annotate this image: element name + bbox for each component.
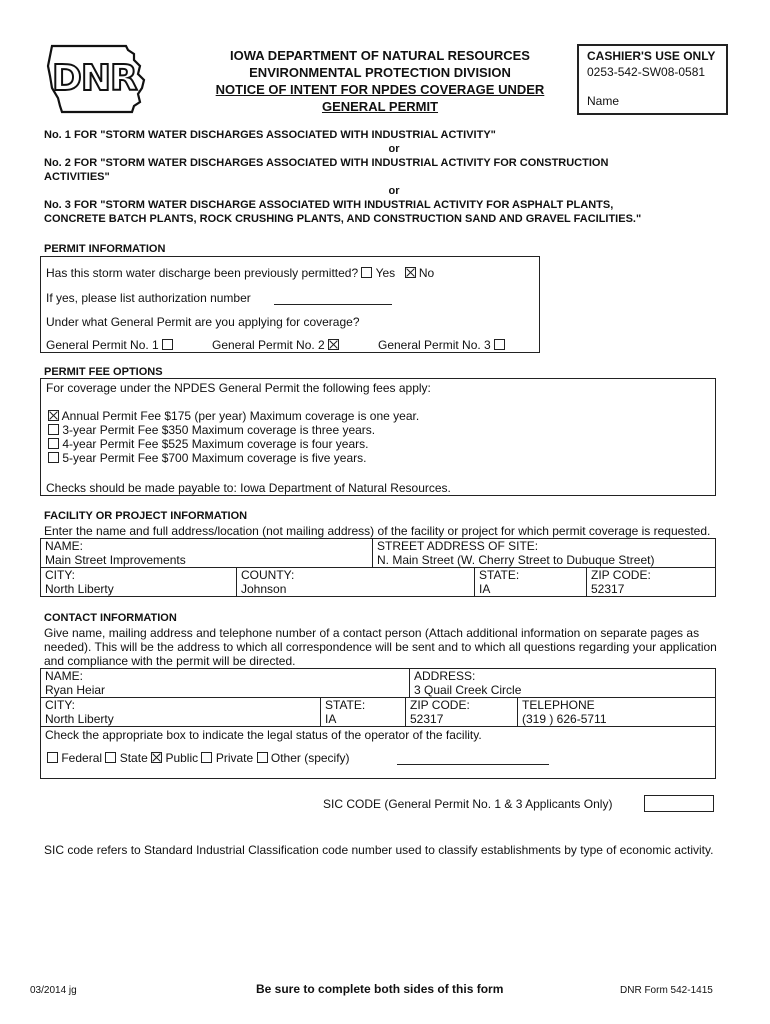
divider xyxy=(405,697,406,726)
dnr-logo xyxy=(42,40,154,118)
fee-options-list xyxy=(48,409,419,465)
fee-heading: PERMIT FEE OPTIONS xyxy=(44,366,163,378)
public-label: Public xyxy=(165,751,199,765)
divider xyxy=(474,567,475,597)
other-label: Other (specify) xyxy=(270,751,350,765)
cashier-box xyxy=(577,44,728,115)
sic-code-input[interactable] xyxy=(644,795,714,812)
facility-heading: FACILITY OR PROJECT INFORMATION xyxy=(44,510,248,522)
permit-type-2-line2: ACTIVITIES" xyxy=(44,171,110,183)
permit-type-2-line1: No. 2 FOR "STORM WATER DISCHARGES ASSOCIATED WITH INDUSTRIAL ACTIVITY FOR CONSTRUCTION xyxy=(44,157,609,169)
sic-code-note: SIC code refers to Standard Industrial Classification code number used to classify establishments by type of economic activity. xyxy=(44,843,714,857)
fee-option xyxy=(48,437,419,451)
fee-option xyxy=(48,409,419,423)
form-header xyxy=(160,47,600,115)
divider xyxy=(40,697,716,698)
form-title-line2: GENERAL PERMIT xyxy=(321,99,439,114)
or-separator: or xyxy=(388,143,400,155)
cashier-title: CASHIER'S USE ONLY xyxy=(587,49,716,63)
gp2-label: General Permit No. 2 xyxy=(212,338,325,352)
gp2-checkbox[interactable] xyxy=(328,339,339,350)
contact-address-value[interactable]: 3 Quail Creek Circle xyxy=(414,683,522,697)
facility-name-label: NAME: xyxy=(45,539,84,553)
permit-info-heading: PERMIT INFORMATION xyxy=(44,243,166,255)
contact-city-label: CITY: xyxy=(45,698,76,712)
public-checkbox[interactable] xyxy=(151,752,162,763)
state-label: State xyxy=(119,751,148,765)
federal-checkbox[interactable] xyxy=(47,752,58,763)
contact-zip-label: ZIP CODE: xyxy=(410,698,470,712)
divider xyxy=(409,668,410,697)
gp3-label: General Permit No. 3 xyxy=(378,338,491,352)
gp2-option xyxy=(212,338,339,352)
division-name: ENVIRONMENTAL PROTECTION DIVISION xyxy=(249,65,511,80)
divider xyxy=(372,538,373,568)
facility-county-label: COUNTY: xyxy=(241,568,295,582)
no-label: No xyxy=(418,266,435,280)
general-permit-question: Under what General Permit are you applying for coverage? xyxy=(46,315,360,329)
yes-checkbox[interactable] xyxy=(361,267,372,278)
contact-intro-line: Give name, mailing address and telephone number of a contact person (Attach additional information on separate pages as xyxy=(44,626,700,640)
yes-label: Yes xyxy=(375,266,396,280)
footer-date: 03/2014 jg xyxy=(30,985,77,996)
contact-heading: CONTACT INFORMATION xyxy=(44,612,177,624)
footer-reminder: Be sure to complete both sides of this form xyxy=(256,982,504,996)
cashier-code: 0253-542-SW08-0581 xyxy=(587,65,706,79)
contact-intro-line: needed). This will be the address to which all correspondence will be sent and to which all questions regarding your application xyxy=(44,640,717,654)
facility-state-value[interactable]: IA xyxy=(479,582,491,596)
divider xyxy=(586,567,587,597)
or-separator: or xyxy=(388,185,400,197)
contact-city-value[interactable]: North Liberty xyxy=(45,712,114,726)
other-checkbox[interactable] xyxy=(257,752,268,763)
permit-type-3-line2: CONCRETE BATCH PLANTS, ROCK CRUSHING PLANTS, AND CONSTRUCTION SAND AND GRAVEL FACILITIES." xyxy=(44,213,642,225)
previously-permitted-row xyxy=(46,266,434,280)
annual-fee-checkbox[interactable] xyxy=(48,410,59,421)
form-title-line1: NOTICE OF INTENT FOR NPDES COVERAGE UNDER xyxy=(215,82,545,97)
contact-intro xyxy=(44,626,734,668)
footer-form-number: DNR Form 542-1415 xyxy=(620,985,713,996)
divider xyxy=(236,567,237,597)
facility-name-value[interactable]: Main Street Improvements xyxy=(45,553,186,567)
contact-phone-value[interactable]: (319 ) 626-5711 xyxy=(522,712,607,726)
contact-state-value[interactable]: IA xyxy=(325,712,337,726)
permit-type-3-line1: No. 3 FOR "STORM WATER DISCHARGE ASSOCIATED WITH INDUSTRIAL ACTIVITY FOR ASPHALT PLANTS, xyxy=(44,199,614,211)
legal-status-prompt: Check the appropriate box to indicate the legal status of the operator of the facility. xyxy=(45,728,482,742)
facility-street-label: STREET ADDRESS OF SITE: xyxy=(377,539,539,553)
fee-option xyxy=(48,451,419,465)
private-label: Private xyxy=(215,751,254,765)
divider xyxy=(517,697,518,726)
state-checkbox[interactable] xyxy=(105,752,116,763)
cashier-name-label: Name xyxy=(587,94,620,108)
divider xyxy=(320,697,321,726)
payable-note: Checks should be made payable to: Iowa Department of Natural Resources. xyxy=(46,481,451,495)
legal-status-options xyxy=(47,751,350,765)
facility-city-value[interactable]: North Liberty xyxy=(45,582,114,596)
previously-permitted-question: Has this storm water discharge been previously permitted? xyxy=(46,266,359,280)
agency-name: IOWA DEPARTMENT OF NATURAL RESOURCES xyxy=(230,48,530,63)
authorization-row xyxy=(46,291,392,305)
5-year-fee-checkbox[interactable] xyxy=(48,452,59,463)
logo-text: DNR xyxy=(52,58,137,99)
divider xyxy=(40,726,716,727)
gp1-label: General Permit No. 1 xyxy=(46,338,159,352)
fee-option-label: 5-year Permit Fee $700 Maximum coverage is five years. xyxy=(62,451,367,465)
facility-street-value[interactable]: N. Main Street (W. Cherry Street to Dubuque Street) xyxy=(377,553,655,567)
facility-zip-label: ZIP CODE: xyxy=(591,568,651,582)
facility-zip-value[interactable]: 52317 xyxy=(591,582,625,596)
federal-label: Federal xyxy=(61,751,103,765)
contact-name-label: NAME: xyxy=(45,669,84,683)
facility-intro: Enter the name and full address/location (not mailing address) of the facility or project for which permit coverage is requested. xyxy=(44,524,711,538)
contact-zip-value[interactable]: 52317 xyxy=(410,712,444,726)
contact-intro-line: and compliance with the permit will be directed. xyxy=(44,654,296,668)
private-checkbox[interactable] xyxy=(201,752,212,763)
facility-city-label: CITY: xyxy=(45,568,76,582)
fee-intro: For coverage under the NPDES General Permit the following fees apply: xyxy=(46,381,431,395)
gp3-option xyxy=(378,338,505,352)
authorization-number-field[interactable] xyxy=(274,292,392,305)
contact-state-label: STATE: xyxy=(325,698,366,712)
fee-option-label: 4-year Permit Fee $525 Maximum coverage is four years. xyxy=(62,437,369,451)
fee-option xyxy=(48,423,419,437)
4-year-fee-checkbox[interactable] xyxy=(48,438,59,449)
authorization-label: If yes, please list authorization number xyxy=(46,291,251,305)
gp1-checkbox[interactable] xyxy=(162,339,173,350)
fee-option-label: Annual Permit Fee $175 (per year) Maximum coverage is one year. xyxy=(61,409,420,423)
contact-phone-label: TELEPHONE xyxy=(522,698,595,712)
other-specify-field[interactable] xyxy=(397,764,549,765)
sic-code-label: SIC CODE (General Permit No. 1 & 3 Applicants Only) xyxy=(323,797,613,811)
permit-types xyxy=(44,128,744,226)
gp3-checkbox[interactable] xyxy=(494,339,505,350)
contact-address-label: ADDRESS: xyxy=(414,669,476,683)
facility-state-label: STATE: xyxy=(479,568,520,582)
facility-county-value[interactable]: Johnson xyxy=(241,582,287,596)
fee-option-label: 3-year Permit Fee $350 Maximum coverage is three years. xyxy=(62,423,376,437)
contact-name-value[interactable]: Ryan Heiar xyxy=(45,683,106,697)
permit-type-1: No. 1 FOR "STORM WATER DISCHARGES ASSOCIATED WITH INDUSTRIAL ACTIVITY" xyxy=(44,129,496,141)
gp1-option xyxy=(46,338,173,352)
3-year-fee-checkbox[interactable] xyxy=(48,424,59,435)
no-checkbox[interactable] xyxy=(405,267,416,278)
